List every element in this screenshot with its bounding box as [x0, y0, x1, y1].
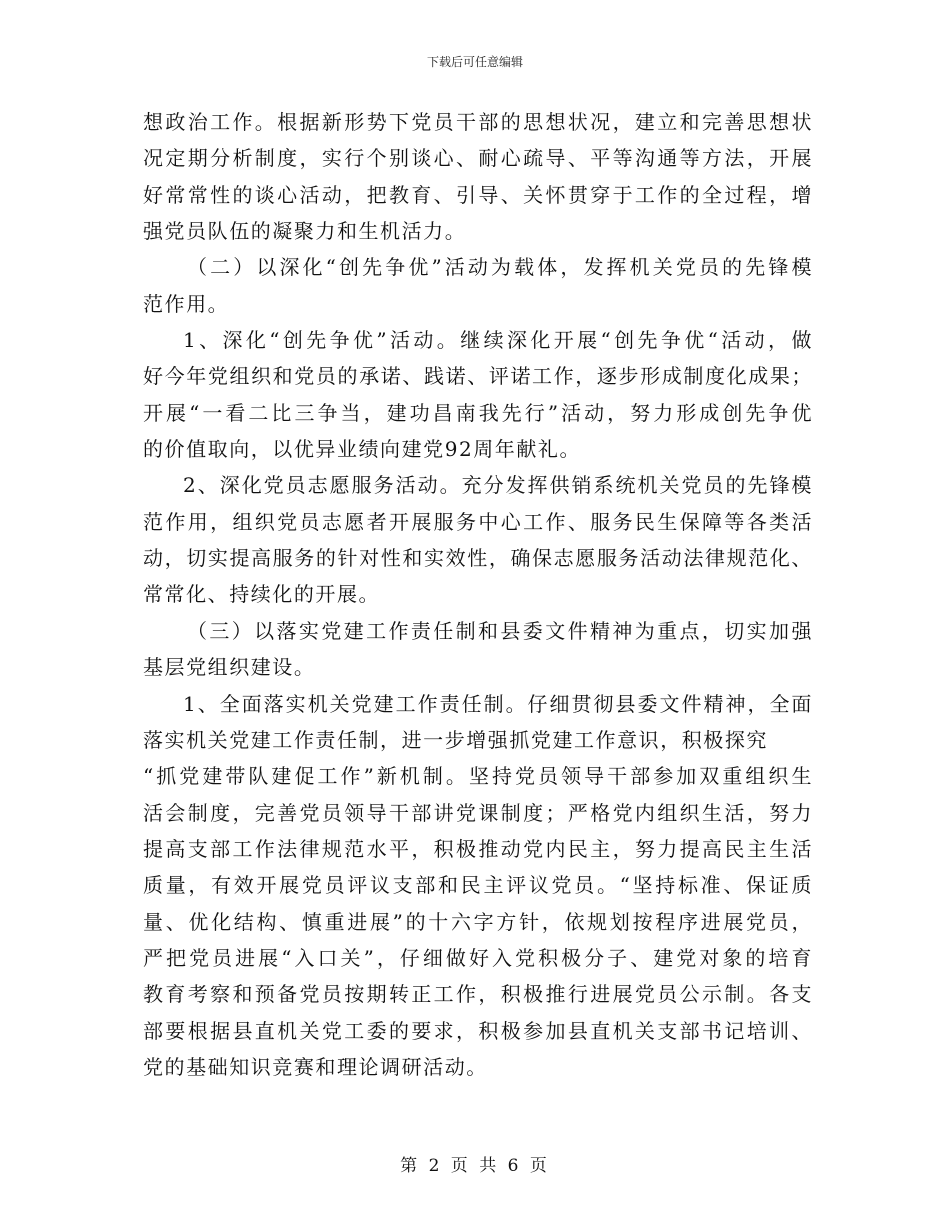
paragraph-line: 落实机关党建工作责任制，进一步增强抓党建工作意识，积极探究 — [143, 727, 768, 752]
paragraph-line: 好常常性的谈心活动，把教育、引导、关怀贯穿于工作的全过程，增 — [143, 182, 813, 207]
paragraph-line: 严把党员进展“入口关”，仔细做好入党积极分子、建党对象的培育 — [143, 945, 813, 970]
paragraph-line: 2、深化党员志愿服务活动。充分发挥供销系统机关党员的先锋模 — [183, 473, 813, 498]
paragraph-line: 强党员队伍的凝聚力和生机活力。 — [143, 219, 467, 244]
paragraph-line: 常常化、持续化的开展。 — [143, 582, 381, 607]
paragraph-line: 动，切实提高服务的针对性和实效性，确保志愿服务活动法律规范化、 — [143, 546, 813, 571]
section-heading-line: 基层党组织建设。 — [143, 655, 316, 680]
paragraph-line: 提高支部工作法律规范水平，积极推动党内民主，努力提高民主生活 — [143, 836, 813, 861]
section-heading-line: 范作用。 — [143, 291, 230, 316]
page-header: 下载后可任意编辑 — [426, 55, 523, 69]
paragraph-line: 部要根据县直机关党工委的要求，积极参加县直机关支部书记培训、 — [143, 1018, 813, 1043]
paragraph-line: 教育考察和预备党员按期转正工作，积极推行进展党员公示制。各支 — [143, 982, 813, 1007]
paragraph-line: 想政治工作。根据新形势下党员干部的思想状况，建立和完善思想状 — [143, 110, 813, 134]
paragraph-line: 1、全面落实机关党建工作责任制。仔细贯彻县委文件精神，全面 — [183, 691, 813, 716]
paragraph-line: “抓党建带队建促工作”新机制。坚持党员领导干部参加双重组织生 — [143, 764, 813, 789]
section-heading-line: （二）以深化“创先争优”活动为载体，发挥机关党员的先锋模 — [187, 255, 813, 280]
paragraph-line: 量、优化结构、慎重进展”的十六字方针，依规划按程序进展党员， — [143, 909, 813, 934]
paragraph-line: 好今年党组织和党员的承诺、践诺、评诺工作，逐步形成制度化成果； — [143, 364, 813, 389]
paragraph-line: 况定期分析制度，实行个别谈心、耐心疏导、平等沟通等方法，开展 — [143, 146, 813, 171]
body-text — [143, 104, 813, 1085]
paragraph-line: 开展“一看二比三争当，建功昌南我先行”活动，努力形成创先争优 — [143, 400, 813, 425]
paragraph-line: 质量，有效开展党员评议支部和民主评议党员。“坚持标准、保证质 — [143, 873, 813, 898]
section-heading-line: （三）以落实党建工作责任制和县委文件精神为重点，切实加强 — [187, 618, 813, 643]
paragraph-line: 范作用，组织党员志愿者开展服务中心工作、服务民生保障等各类活 — [143, 509, 813, 534]
paragraph-line: 1、深化“创先争优”活动。继续深化开展“创先争优“活动，做 — [183, 328, 813, 353]
page-number-footer: 第 2 页 共 6 页 — [400, 1156, 550, 1176]
paragraph-line: 的价值取向，以优异业绩向建党92周年献礼。 — [143, 437, 581, 462]
paragraph-line: 活会制度，完善党员领导干部讲党课制度；严格党内组织生活，努力 — [143, 800, 813, 825]
paragraph-line: 党的基础知识竞赛和理论调研活动。 — [143, 1054, 488, 1079]
